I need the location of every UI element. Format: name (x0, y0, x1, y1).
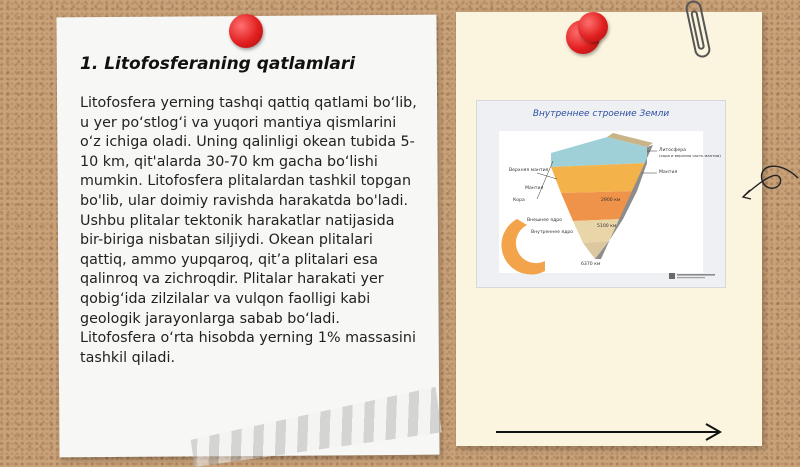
label-crust: Кора (513, 198, 525, 203)
upper-mantle-layer (551, 163, 647, 193)
label-lithosphere: Литосфера (659, 148, 686, 153)
label-mantle-right: Мантия (659, 170, 678, 175)
arrow-right-icon (496, 422, 722, 442)
label-lithosphere-note: (кора и верхняя часть мантии) (659, 153, 721, 158)
label-upper-mantle: Верхняя мантия (509, 168, 549, 173)
label-inner-core: Внутреннее ядро (531, 230, 574, 235)
pushpin-icon (229, 14, 263, 48)
label-depth-2900: 2900 км (601, 198, 621, 203)
label-depth-6370: 6370 км (581, 262, 601, 267)
label-mantle-left: Мантия (525, 186, 544, 191)
pushpin-icon (578, 12, 608, 42)
publisher-logo (669, 271, 717, 281)
curl-arrow-icon (740, 150, 800, 210)
figure-title: Внутреннее строение Земли (532, 109, 670, 119)
body-paragraph: Litofosfera yerning tashqi qattiq qatlami bo‘lib, u yer po‘stlog‘i va yuqori mantiya qismlarini o‘z ichiga oladi. Uning qalinligi okean tubida 5-10 km, qit'alarda 30-70 km gacha bo‘lishi mumkin. Litofosfera plitalardan tashkil topgan bo'lib, ular doimiy ravishda harakatda bo'ladi. Ushbu plitalar tektonik harakatlar natijasida bir-biriga nisbatan siljiydi. Okean plitalari qattiq, ammo yupqaroq, qit’a plitalari esa qalinroq va zichroqdir. Plitalar harakati yer qobig‘ida zilzilalar va vulqon faolligi kabi geologik jarayonlarga sabab bo‘ladi. Litofosfera o‘rta hisobda yerning 1% massasini tashkil qiladi. (80, 95, 417, 366)
label-outer-core: Внешнее ядро (527, 218, 562, 223)
earth-diagram (477, 101, 725, 287)
earth-structure-figure (476, 100, 726, 288)
label-depth-5100: 5100 км (597, 224, 617, 229)
section-title: 1. Litofosferaning qatlamlari (80, 54, 356, 74)
